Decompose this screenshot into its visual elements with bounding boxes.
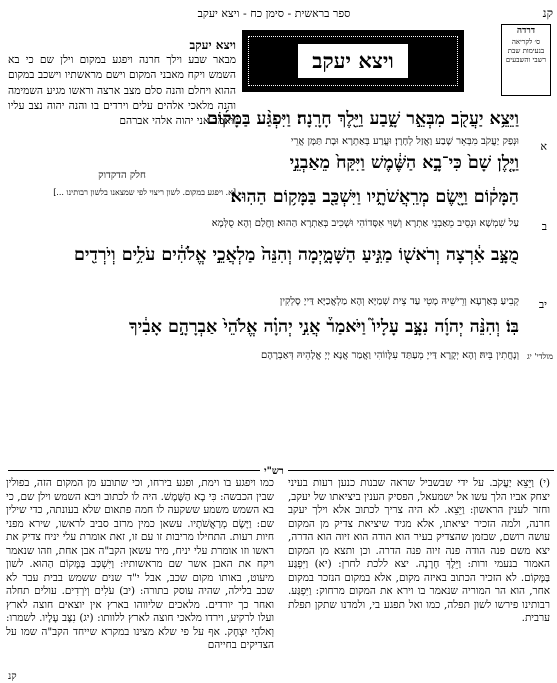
side-commentary-heading: ויצא יעקב (189, 38, 236, 52)
footer-folio: קנ (8, 671, 17, 682)
targum-line: קְבִיעַ בְּאַרְעָא וְרֵישֵׁיהּ מָטֵי עַד צֵית שְׁמַיָּא וְהָא מַלְאֲכַיָּא דַּייָ סָלְקִין (279, 296, 519, 307)
parasha-title-ornament (242, 30, 464, 92)
verse-line: מֻצָּ֣ב אַ֔רְצָה וְרֹאשׁ֖וֹ מַגִּ֣יעַ הַשָּׁמָ֑יְמָה וְהִנֵּה֙ מַלְאֲכֵ֣י אֱלֹהִ֔ים עֹלִ֥ים וְיֹרְדִ֖ים (74, 245, 519, 265)
verse-line: הַמָּק֔וֹם וַיָּ֖שֶׂם מְרַֽאֲשֹׁתָ֑יו וַיִּשְׁכַּ֖ב בַּמָּק֥וֹם הַהֽוּא׃ (230, 187, 519, 207)
grammar-note: [א. ויפגע במקום. לשון ריצוי לפי שמצאנו בלשון רבותינו ...] (53, 188, 236, 197)
rashi-heading: רש"י (260, 466, 288, 477)
verse-line: וַיָּ֤לֶן שָׁם֙ כִּי־בָ֣א הַשֶּׁ֔מֶשׁ וַיִּקַּח֙ מֵאַבְנֵ֣י (289, 153, 519, 173)
rashi-text: כמו ויפגע בו וימת, ופגע בירחו, וכי שתובע מן המקום הזה, בפולין שבין הכבשה: כִּי בָא הַשֶּׁמֶשׁ. היה לו לכתוב ויבא השמש וילן שם, כי בא השמש משמע ששקעה לו חמה פתאום שלא בעונתה, כדי שילין שם: וַיָּשֶׂם מְרַאֲשֹׁתָיו. עשאן כמין מרזב סביב לראשו, שירא מפני חיות רעות. התחילו מריבות זו עם זו, זאת אומרת עלי יניח צדיק את ראשו וזו אומרת עלי יניח, מיד עשאן הקב"ה אבן אחת, וזהו שנאמר ויקח את האבן אשר שם מראשותיו: וַיִּשְׁכַּב בַּמָּקוֹם הַהוּא. לשון מיעוט, באותו מקום שכב, אבל י"ד שנים ששמש בבית עבר לא שכב בלילה, שהיה עוסק בתורה: (יב) עֹלִים וְיֹרְדִים. עולים תחלה ואחר כך יורדים. מלאכים שליווהו בארץ אין יוצאים חוצה לארץ ועלו לרקיע, וירדו מלאכי חוצה לארץ ללוותו: (יג) נִצָּב עָלָיו. לשמרו: וְאלֹהֵי יִצְחָק. אף על פי שלא מצינו במקרא שייחד הקב"ה שמו על הצדיקים בחייהם (6, 477, 274, 651)
margin-mark: ב (541, 220, 547, 233)
rashi-text: (י) וַיֵּצֵא יַעֲקֹב. על ידי שבשביל שראה שבנות כנען רעות בעיני יצחק אביו הלך עשו אל ישמעאל, הפסיק הענין ביציאתו של יעקב, וחזר לענין הראשון: וַיֵּצֵא. לא היה צריך לכתוב אלא וילך יעקב חרנה, ולמה הזכיר יציאתו, אלא מגיד שיציאת צדיק מן המקום עושה רושם, שבזמן שהצדיק בעיר הוא הודה הוא זיוה הוא הדרה, יצא משם פנה הודה פנה זיוה פנה הדרה. וכן ותצא מן המקום האמור בנעמי ורות: וַיֵּלֶךְ חָרָנָה. יצא ללכת לחרן: (יא) וַיִּפְגַּע בַּמָּקוֹם. לא הזכיר הכתוב באיזה מקום, אלא במקום הנזכר במקום אחר, הוא הר המוריה שנאמר בו וירא את המקום מרחוק: וַיִּפְגַּע. רבותינו פירשו לשון תפלה, כמו ואל תפגע בי, ולמדנו שתקן תפלת ערבית. (288, 477, 550, 624)
running-head (4, 2, 553, 24)
dedication-line: בנעימות שבת (507, 47, 545, 55)
page-folio: קנ (542, 5, 553, 20)
side-commentary (8, 38, 236, 129)
verse-line: בּֽוֹ׃ וְהִנֵּ֨ה יְהוָ֜ה נִצָּ֣ב עָלָיו֮ וַיֹּאמַר֒ אֲנִ֣י יְהוָ֗ה אֱלֹהֵי֙ אַבְרָהָ֣ם אָבִ֔יךָ (129, 317, 519, 337)
grammar-section-heading: חלק הדקדוק (98, 170, 146, 181)
margin-mark: א (540, 140, 547, 153)
rashi-column-right (288, 477, 550, 626)
margin-mark: מולדי' יג (527, 352, 553, 361)
dedication-line: רשבי והשבעים (505, 56, 547, 64)
targum-line: וּנְפַק יַעֲקֹב מִבְּאֵר שָׁבַע וַאֲזַל לְחָרָן׃ וּעֲרַע בְּאַתְרָא וּבָת תַּמָּן אֲרֵי (290, 136, 519, 147)
rashi-column-left (6, 477, 274, 653)
targum-line: וְנָחֲתִין בֵּיהּ׃ וְהָא יְקָרָא דַּייָ מְעַתַּד עִלָּווֹהִי וַאֲמַר אֲנָא יְיָ אֱלָהֵיהּ דְּאַבְרָהָם (261, 350, 519, 361)
margin-mark: יב (538, 298, 547, 311)
dedication-line: ס׳ לקריאה (511, 38, 541, 46)
dedication-title: דרדה (516, 26, 536, 36)
verse-line: וַיֵּצֵ֥א יַעֲקֹ֖ב מִבְּאֵ֣ר שָׁ֑בַע וַיֵּ֖לֶךְ חָרָֽנָה׃ וַיִּפְגַּ֨ע בַּמָּק֜וֹם (206, 109, 519, 129)
parasha-title: ויצא יעקב (298, 44, 407, 78)
side-commentary-text: מבאר שבע וילך חרנה ויפגע במקום וילן שם כי בא השמש ויקח מאבני המקום וישם מראשתיו וישכב במקום ההוא ויחלם והנה סלם מצב ארצה וראשו מגיע השמימה והנה מלאכי אלהים עלים וירדים בו והנה יהוה נצב עליו ויאמר אני יהוה אלהי אברהם (8, 54, 236, 128)
targum-line: עַל שִׁמְשָׁא וּנְסֵיב מֵאַבְנֵי אַתְרָא וְשַׁוִּי אִסָּדוֹהִי וּשְׁכִיב בְּאַתְרָא הַהוּא׃ וַחֲלַם וְהָא סֻלְּמָא (211, 218, 519, 229)
dedication-box (501, 24, 551, 96)
running-title: ספר בראשית - סימן כח - ויצא יעקב (197, 6, 351, 20)
